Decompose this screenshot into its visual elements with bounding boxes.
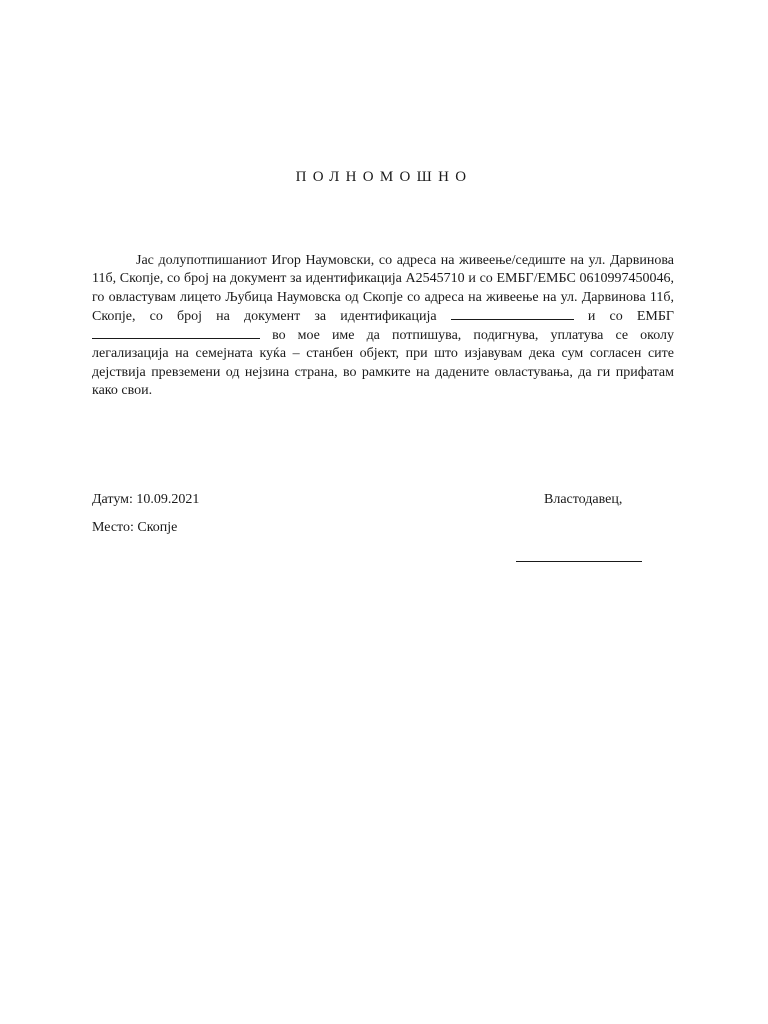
- document-title: ПОЛНОМОШНО: [295, 169, 473, 185]
- embg-blank-line: [92, 326, 260, 339]
- paragraph-text-part-3: во мое име да потпишува, подигнува, уплатува се околу легализација на семејната куќа – станбен објект, при што изјавувам дека сум согласен сите дејствија превземени од нејзина страна, во рамките на дадените овластувања, да ги прифатам како свои.: [92, 328, 674, 399]
- paragraph-text-part-1: Јас долупотпишаниот Игор Наумовски, со адреса на живеење/седиште на ул. Дарвинова 11б, Скопје, со број на документ за идентификација А2545710 и со ЕМБГ/ЕМБС 0610997450046, го овластувам лицето Љубица Наумовска од Скопје со адреса на живеење на ул. Дарвинова 11б, Скопје, со број на документ за идентификација: [92, 253, 674, 324]
- grantor-label: Властодавец,: [544, 492, 623, 507]
- place-line: Место: Скопје: [92, 520, 178, 535]
- signature-line: [516, 561, 642, 562]
- id-document-blank-line: [451, 307, 574, 320]
- date-line: Датум: 10.09.2021: [92, 492, 200, 507]
- authorization-paragraph: [92, 252, 674, 400]
- paragraph-text-part-2: и со ЕМБГ: [587, 308, 675, 324]
